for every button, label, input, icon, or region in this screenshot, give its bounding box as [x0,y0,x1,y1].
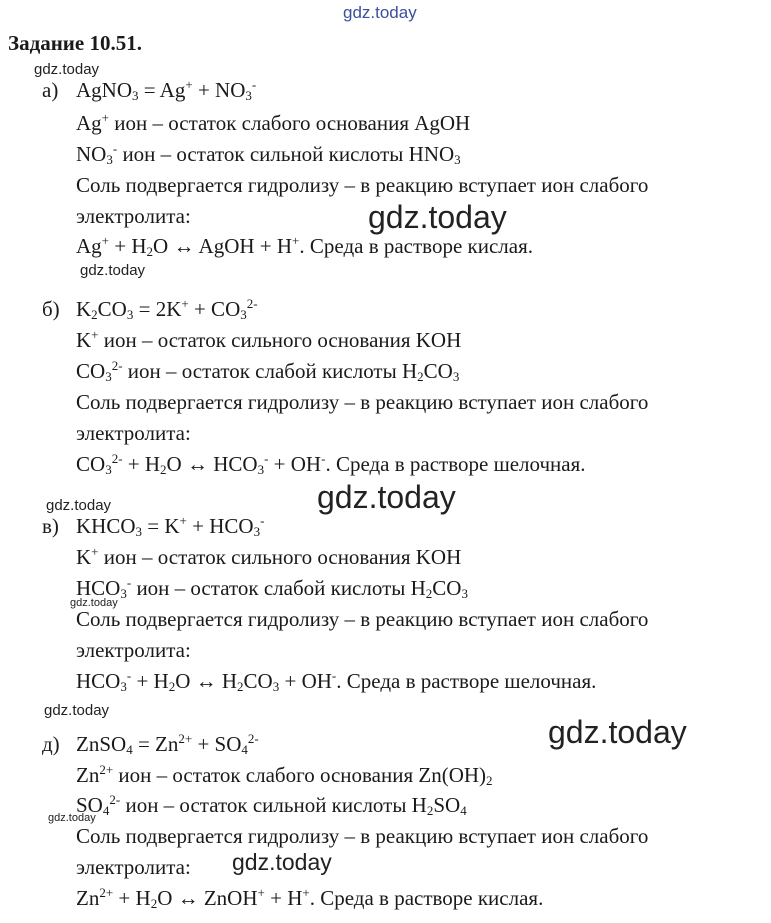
section-a-label: а) [42,78,59,102]
watermark-small-3: gdz.today [46,497,112,514]
task-title: Задание 10.51. [8,31,142,55]
section-a-reaction-line: $Ag^+ + H_2O$ ↔ AgOH + H+. Среда в растворе кислая. [76,233,533,259]
section-v-hydrolysis-line: Соль подвергается гидролизу – в реакцию вступает ион слабого [76,607,649,631]
section-a-anion-line: $NO_3^-$ ион – остаток сильной кислоты $HNO_3$ [76,141,461,167]
section-b-cation-line: K+ ион – остаток сильного основания KOH [76,327,462,352]
section-d-cation-line: $Zn^{2+}$ ион – остаток слабого основания $Zn(OH)_2$ [76,762,493,788]
section-a-cation-line: Ag+ ион – остаток слабого основания AgOH [76,110,471,135]
watermark-large-1: gdz.today [368,199,507,235]
watermark-large-2: gdz.today [317,479,456,515]
section-b-anion-line: $CO_3^{2-}$ ион – остаток слабой кислоты $H_2CO_3$ [76,358,460,384]
section-a-electrolyte-line: электролита: [76,204,191,228]
section-b-reaction-line: $CO_3^{2-} + H_2O$ ↔ $HCO_3^- + OH^-$. Среда в растворе шелочная. [76,451,586,477]
section-d-label: д) [42,732,60,756]
watermark-small-1: gdz.today [34,61,100,78]
watermark-top: gdz.today [343,3,417,22]
section-a-hydrolysis-line: Соль подвергается гидролизу – в реакцию вступает ион слабого [76,173,649,197]
section-a-equation: AgNO$_3$ = $Ag^+ + NO_3^-$ [76,77,257,103]
section-v-reaction-line: $HCO_3^- + H_2O$ ↔ $H_2CO_3 + OH^-$. Среда в растворе шелочная. [76,668,597,694]
section-b-electrolyte-line: электролита: [76,421,191,445]
section-v-equation: $KHCO_3 = K^+ + HCO_3^-$ [76,513,265,539]
watermark-tiny-2: gdz.today [48,812,96,824]
section-b-equation: $K_2CO_3 = 2K^+ + CO_3^{2-}$ [76,296,258,322]
section-v-cation-line: K+ ион – остаток сильного основания KOH [76,544,462,569]
section-b-label: б) [42,297,60,321]
section-v-label: в) [42,514,59,538]
section-d-reaction-line: $Zn^{2+} + H_2O$ ↔ ZnOH+ + H+. Среда в растворе кислая. [76,885,544,911]
section-v-anion-line: $HCO_3^-$ ион – остаток слабой кислоты $H_2CO_3$ [76,575,468,601]
section-d-hydrolysis-line: Соль подвергается гидролизу – в реакцию вступает ион слабого [76,824,649,848]
section-d-equation: ZnSO$_4$ = $Zn^{2+} + SO_4^{2-}$ [76,731,259,757]
section-b-hydrolysis-line: Соль подвергается гидролизу – в реакцию вступает ион слабого [76,390,649,414]
watermark-medium: gdz.today [232,849,332,875]
watermark-small-4: gdz.today [44,702,110,719]
section-d-anion-line: $SO_4^{2-}$ ион – остаток сильной кислоты $H_2SO_4$ [76,792,467,818]
watermark-tiny-1: gdz.today [70,597,118,609]
section-d-electrolyte-line: электролита: [76,855,191,879]
watermark-small-2: gdz.today [80,262,146,279]
section-v-electrolyte-line: электролита: [76,638,191,662]
watermark-large-3: gdz.today [548,714,687,750]
